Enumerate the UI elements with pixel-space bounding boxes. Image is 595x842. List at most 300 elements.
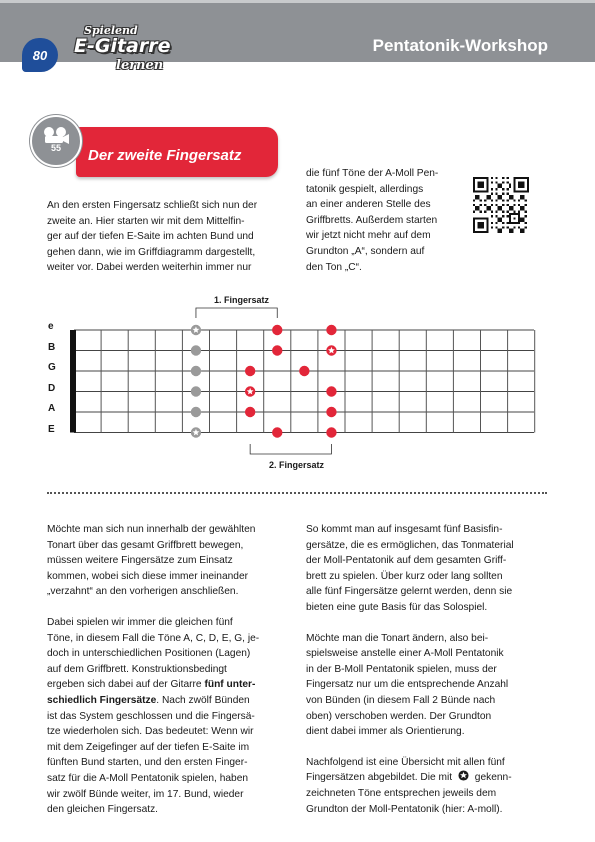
qr-module [513,188,515,190]
qr-module [477,208,479,210]
qr-module [502,181,504,183]
qr-module [509,206,511,208]
qr-module [489,208,491,210]
page-number-badge [22,38,58,72]
qr-module [484,177,486,179]
qr-module [509,213,511,215]
header-title: Pentatonik-Workshop [372,36,548,55]
qr-module [522,220,524,222]
root-note-dot [326,345,336,355]
qr-module [495,188,497,190]
qr-module [475,206,477,208]
qr-module [511,229,513,231]
qr-module [473,211,475,213]
qr-module [489,197,491,199]
qr-module [480,186,482,188]
note-dot [272,427,282,437]
qr-module [475,195,477,197]
second-fingering-bracket [250,444,331,454]
qr-module [480,226,482,228]
qr-module [495,211,497,213]
body-right-text [306,522,551,817]
qr-module [509,220,511,222]
text-run: gekenn- [474,772,512,784]
qr-module [477,222,479,224]
qr-module [486,179,488,181]
note-dot [191,366,201,376]
text-line: Nachfolgend ist eine Übersicht mit allen fünf [306,756,505,768]
text-line: doch in unterschiedlichen Positionen (Lagen) [47,648,251,660]
qr-module [486,226,488,228]
qr-module [500,184,502,186]
qr-module [482,217,484,219]
text-line: Töne, in diesem Fall die Töne A, C, D, E, G, je- [47,632,260,644]
qr-module [502,211,504,213]
text-line: fünften Bund starten, und den ersten Finger- [47,757,248,769]
qr-module [502,204,504,206]
qr-module [480,181,482,183]
qr-module [498,220,500,222]
qr-code[interactable] [473,177,529,233]
qr-module [498,186,500,188]
qr-module [509,215,511,217]
qr-module [482,190,484,192]
qr-module [486,177,488,179]
qr-module [480,177,482,179]
section-title: Der zweite Fingersatz [88,147,242,164]
qr-module [520,208,522,210]
body-left-text [47,522,292,818]
root-star-icon [193,326,200,333]
note-dot [272,325,282,335]
text-line: die fünf Töne der A-Moll Pen- [306,168,439,179]
qr-module [473,220,475,222]
qr-module [477,195,479,197]
qr-module [482,226,484,228]
logo-line-1: Spielend [84,24,138,37]
qr-module [522,229,524,231]
page-number: 80 [32,47,48,63]
text-line: zweite an. Hier starten wir mit dem Mittelfin- [47,215,245,227]
qr-module [495,193,497,195]
qr-module [491,188,493,190]
qr-module [507,177,509,179]
qr-module [480,184,482,186]
qr-module [518,213,520,215]
qr-module [480,217,482,219]
qr-module [484,231,486,233]
qr-module [513,190,515,192]
qr-module [516,190,518,192]
qr-module [477,197,479,199]
qr-module [520,181,522,183]
qr-module [473,224,475,226]
qr-module [480,224,482,226]
qr-module [520,197,522,199]
text-line: satz für die A-Moll Pentatonik spielen, haben [47,772,249,784]
qr-module [482,181,484,183]
text-line: Grundton „A“, sondern auf [306,245,425,257]
qr-module [486,190,488,192]
qr-module [507,211,509,213]
video-number: 55 [50,143,61,153]
qr-module [477,177,479,179]
qr-module [522,181,524,183]
qr-module [525,177,527,179]
qr-module [491,204,493,206]
qr-module [502,199,504,201]
qr-module [520,186,522,188]
qr-module [500,231,502,233]
header-top-line [0,0,595,3]
qr-module [500,186,502,188]
text-line: auf dem Griffbrett. Konstruktionsbedingt [47,663,227,675]
text-line: der Moll-Pentatonik auf dem gesamten Griff- [306,555,507,567]
qr-module [520,206,522,208]
qr-module [480,190,482,192]
qr-module [486,217,488,219]
label-second-fingering: 2. Fingersatz [269,460,325,470]
qr-module [475,190,477,192]
qr-module [484,190,486,192]
qr-module [522,177,524,179]
text-line: spielsweise anstelle einer A-Moll Pentatonik [306,648,504,660]
root-star-icon [193,429,200,436]
note-dot [245,366,255,376]
qr-module [477,217,479,219]
qr-module [498,206,500,208]
qr-module [509,229,511,231]
text-line: zeichneten Töne entsprechen jeweils dem [306,787,497,799]
qr-module [522,184,524,186]
qr-module [500,217,502,219]
qr-module [520,190,522,192]
note-dot [326,386,336,396]
qr-module [491,211,493,213]
qr-module [484,217,486,219]
qr-module [502,193,504,195]
qr-module [477,186,479,188]
section-title-banner [76,127,278,177]
qr-module [473,217,475,219]
qr-module [473,222,475,224]
qr-module [513,211,515,213]
intro-left-text [47,198,287,276]
qr-module [500,220,502,222]
qr-module [502,177,504,179]
qr-module [480,204,482,206]
qr-module [522,186,524,188]
qr-module [511,206,513,208]
qr-module [475,217,477,219]
string-label-e: e [48,321,54,332]
qr-module [502,226,504,228]
bold-text: schiedlich Fingersätze [47,694,157,706]
video-badge [30,115,82,167]
qr-module [502,215,504,217]
qr-module [516,222,518,224]
bold-text: fünf unter- [204,679,256,691]
qr-module [486,188,488,190]
logo-line-2: E-Gitarre [74,35,171,57]
text-line [47,693,292,709]
qr-module [482,186,484,188]
text-line [306,770,551,786]
qr-module [513,199,515,201]
note-dot [272,345,282,355]
text-line: gersätze, die es ermöglichen, das Tonmaterial [306,539,514,551]
qr-module [520,177,522,179]
qr-module [527,177,529,179]
qr-module [525,190,527,192]
root-note-dot [191,325,201,335]
text-line: in der B-Moll Pentatonik spielen, muss der [306,663,497,675]
qr-module [520,229,522,231]
qr-module [527,188,529,190]
qr-module [491,193,493,195]
qr-module [477,224,479,226]
qr-module [516,213,518,215]
text-line: alle fünf Fingersätze gelernt werden, denn sie [306,586,513,598]
qr-module [486,186,488,188]
qr-module [509,231,511,233]
qr-module [480,222,482,224]
text-line: kommen, wobei sich diese immer ineinander [47,570,249,582]
text-line: Fingersatz nur um die entsprechende Anzahl [306,679,509,691]
qr-module [495,199,497,201]
intro-right-text [306,166,466,275]
root-star-icon [328,347,335,354]
qr-module [511,213,513,215]
qr-module [511,208,513,210]
text-line: Tonart über das gesamt Griffbrett bewegen, [47,539,244,551]
fingering-brackets [196,308,332,454]
qr-module [507,226,509,228]
qr-module [513,186,515,188]
qr-module [486,224,488,226]
text-line: mit dem Zeigefinger auf der tiefen E-Saite im [47,741,250,753]
qr-module [518,190,520,192]
qr-module [518,215,520,217]
note-dot [191,345,201,355]
qr-module [473,179,475,181]
qr-module [520,195,522,197]
text-line: tatonik gespielt, allerdings [306,183,424,195]
qr-module [475,197,477,199]
qr-module [473,229,475,231]
qr-module [486,220,488,222]
qr-module [480,211,482,213]
qr-module [486,206,488,208]
text-line: den gleichen Fingersatz. [47,804,158,816]
qr-module [473,181,475,183]
qr-module [507,204,509,206]
qr-module [484,211,486,213]
text-line: Möchte man sich nun innerhalb der gewählten [47,524,256,535]
qr-module [511,222,513,224]
qr-module [491,226,493,228]
note-dot [326,427,336,437]
qr-module [511,195,513,197]
qr-module [525,222,527,224]
qr-module [513,184,515,186]
qr-module [475,177,477,179]
qr-module [509,186,511,188]
qr-module [507,193,509,195]
root-note-icon [458,770,469,781]
qr-module [473,184,475,186]
qr-module [480,231,482,233]
qr-module [498,195,500,197]
qr-module [486,195,488,197]
root-note-dot [245,386,255,396]
root-note-dot [191,427,201,437]
qr-module [522,195,524,197]
qr-module [525,204,527,206]
qr-module [527,184,529,186]
text-line: ist das System geschlossen und die Fingersä- [47,710,255,722]
qr-module [473,199,475,201]
qr-module [522,190,524,192]
text-line: weiter vor. Dabei werden weiterhin immer nur [47,262,252,274]
note-dot [245,407,255,417]
text-line: Dabei spielen wir immer die gleichen fünf [47,616,233,628]
qr-module [518,181,520,183]
qr-module [491,199,493,201]
qr-module [509,208,511,210]
qr-module [486,208,488,210]
qr-module [477,184,479,186]
qr-module [473,188,475,190]
qr-module [477,231,479,233]
fretboard-dots [191,325,337,438]
qr-module [525,199,527,201]
qr-module [482,177,484,179]
qr-module [473,204,475,206]
qr-module [473,226,475,228]
qr-module [525,211,527,213]
qr-module [484,204,486,206]
qr-module [495,222,497,224]
qr-module [509,217,511,219]
text-line: gehen dann, wie im Griffdiagramm dargestellt, [47,246,256,258]
qr-module [518,199,520,201]
qr-module [507,222,509,224]
qr-module [482,224,484,226]
qr-module [500,195,502,197]
qr-module [477,226,479,228]
qr-module [507,188,509,190]
qr-module [513,181,515,183]
qr-module [498,229,500,231]
qr-module [486,231,488,233]
qr-module [482,222,484,224]
logo-line-3: lernen [116,58,164,73]
qr-module [511,231,513,233]
qr-module [477,190,479,192]
qr-module [509,197,511,199]
qr-module [522,217,524,219]
text-line: bieten eine gute Basis für das Solospiel. [306,601,488,613]
qr-module [489,206,491,208]
qr-module [509,184,511,186]
qr-module [500,197,502,199]
qr-module [491,181,493,183]
qr-module [516,177,518,179]
text-line [47,677,292,693]
qr-module [500,206,502,208]
string-label-g: G [48,362,56,373]
text-line: So kommt man auf insgesamt fünf Basisfin- [306,524,503,535]
qr-module [518,184,520,186]
video-camera-icon [32,117,80,165]
qr-module [495,181,497,183]
string-label-a: A [48,403,56,414]
qr-module [518,186,520,188]
qr-module [495,226,497,228]
book-logo [74,22,174,84]
qr-module [513,226,515,228]
qr-module [486,197,488,199]
text-line: müssen weitere Fingersätze zum Einsatz [47,555,233,567]
qr-module [527,179,529,181]
qr-module [525,226,527,228]
note-dot [191,386,201,396]
qr-module [507,199,509,201]
qr-module [509,222,511,224]
text-run: Fingersätzen abgebildet. Die mit [306,772,453,784]
qr-module [477,206,479,208]
section-divider [47,492,547,494]
qr-module [486,222,488,224]
qr-module [513,222,515,224]
qr-module [525,215,527,217]
text-line: wir zwölf Bünde weiter, im 17. Bund, wieder [47,788,244,800]
note-dot [299,366,309,376]
qr-module [518,222,520,224]
note-dot [326,407,336,417]
qr-module [527,190,529,192]
text-line: tze wiederholen sich. Das bedeutet: Wenn wir [47,726,254,738]
text-run: ergeben sich dabei auf der Gitarre [47,679,202,691]
text-line: brett zu spielen. Über kurz oder lang sollten [306,570,503,582]
qr-module [522,197,524,199]
qr-module [522,206,524,208]
qr-module [522,208,524,210]
qr-module [473,186,475,188]
text-line: An den ersten Fingersatz schließt sich nun der [47,200,258,211]
qr-module [520,217,522,219]
qr-module [475,208,477,210]
text-line: oben) verschoben werden. Der Grundton [306,710,492,722]
qr-module [500,208,502,210]
label-first-fingering: 1. Fingersatz [214,295,270,305]
qr-module [491,222,493,224]
qr-module [527,186,529,188]
qr-module [513,177,515,179]
text-line: Grundton der Moll-Pentatonik (hier: A-moll). [306,803,503,815]
qr-module [484,199,486,201]
qr-module [498,231,500,233]
qr-module [486,184,488,186]
qr-module [518,220,520,222]
fretboard-grid [70,330,535,433]
qr-module [518,211,520,213]
qr-module [502,188,504,190]
qr-module [498,208,500,210]
nut [70,330,76,433]
qr-module [513,204,515,206]
